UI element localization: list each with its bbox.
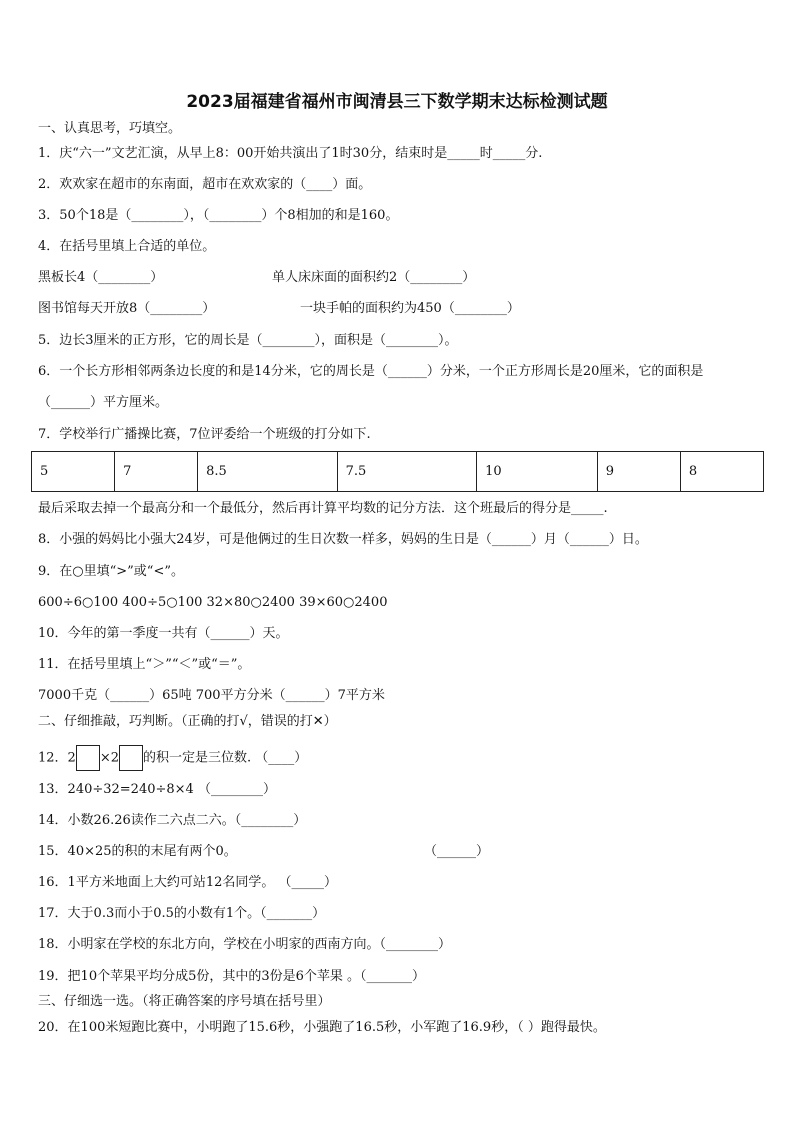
question-11a: 7000千克（______）65吨 700平方分米（______）7平方米	[38, 688, 385, 703]
score-cell: 7	[115, 452, 198, 492]
score-table	[31, 451, 764, 492]
question-2: 2．欢欢家在超市的东南面，超市在欢欢家的（____）面。	[38, 177, 372, 192]
question-16: 16．1平方米地面上大约可站12名同学。 （_____）	[38, 875, 337, 890]
score-cell: 9	[597, 452, 680, 492]
question-9a: 600÷6○100 400÷5○100 32×80○2400 39×60○2400	[38, 595, 388, 610]
table-row	[32, 452, 764, 492]
section-heading-1: 一、认真思考，巧填空。	[38, 121, 182, 136]
score-cell: 8	[680, 452, 763, 492]
question-1: 1．庆“六一”文艺汇演，从早上8：00开始共演出了1时30分，结束时是_____时_____分.	[38, 146, 543, 161]
question-12-mid: ×2	[99, 750, 119, 766]
question-8: 8．小强的妈妈比小强大24岁，可是他俩过的生日次数一样多，妈妈的生日是（______）月（______）日。	[38, 532, 648, 547]
question-4: 4．在括号里填上合适的单位。	[38, 239, 216, 254]
question-13: 13．240÷32=240÷8×4 （________）	[38, 782, 276, 797]
question-4d: 一块手帕的面积约为450（________）	[300, 301, 520, 316]
question-9: 9．在○里填“>”或“<”。	[38, 564, 184, 579]
score-cell: 8.5	[198, 452, 337, 492]
question-4a: 黑板长4（________）	[38, 270, 164, 285]
question-12-post: 的积一定是三位数. （____）	[143, 750, 308, 766]
question-4b: 单人床床面的面积约2（________）	[272, 270, 476, 285]
question-15: 15．40×25的积的末尾有两个0。	[38, 844, 237, 859]
question-7: 7．学校举行广播操比赛，7位评委给一个班级的打分如下.	[38, 427, 371, 442]
question-10: 10．今年的第一季度一共有（______）天。	[38, 626, 289, 641]
question-20: 20．在100米短跑比赛中，小明跑了15.6秒，小强跑了16.5秒，小军跑了16.9秒，（ ）跑得最快。	[38, 1020, 606, 1035]
question-7-cont: 最后采取去掉一个最高分和一个最低分，然后再计算平均数的记分方法．这个班最后的得分是_____.	[38, 501, 608, 516]
question-14: 14．小数26.26读作二六点二六。（________）	[38, 813, 307, 828]
question-4c: 图书馆每天开放8（________）	[38, 301, 216, 316]
question-12-pre: 12．2	[38, 750, 76, 766]
question-11: 11．在括号里填上“＞”“＜”或“＝”。	[38, 657, 251, 672]
question-19: 19．把10个苹果平均分成5份，其中的3份是6个苹果 。（_______）	[38, 969, 426, 984]
question-15-blank: （______）	[424, 844, 490, 859]
score-cell: 5	[32, 452, 115, 492]
digit-box	[119, 745, 143, 771]
section-heading-3: 三、仔细选一选。（将正确答案的序号填在括号里）	[38, 994, 331, 1009]
question-3: 3．50个18是（________），（________）个8相加的和是160。	[38, 208, 399, 223]
section-heading-2: 二、仔细推敲，巧判断。（正确的打√，错误的打✕）	[38, 714, 337, 729]
question-6-cont: （______）平方厘米。	[38, 395, 169, 410]
question-6: 6．一个长方形相邻两条边长度的和是14分米，它的周长是（______）分米，一个正方形周长是20厘米，它的面积是	[38, 364, 704, 379]
question-5: 5．边长3厘米的正方形，它的周长是（________），面积是（________）。	[38, 333, 458, 348]
question-18: 18．小明家在学校的东北方向，学校在小明家的西南方向。（________）	[38, 937, 452, 952]
page-title: 2023届福建省福州市闽清县三下数学期末达标检测试题	[186, 92, 608, 112]
score-cell: 10	[477, 452, 598, 492]
question-12	[38, 745, 307, 771]
question-17: 17．大于0.3而小于0.5的小数有1个。（_______）	[38, 906, 326, 921]
digit-box	[76, 745, 100, 771]
score-cell: 7.5	[337, 452, 476, 492]
